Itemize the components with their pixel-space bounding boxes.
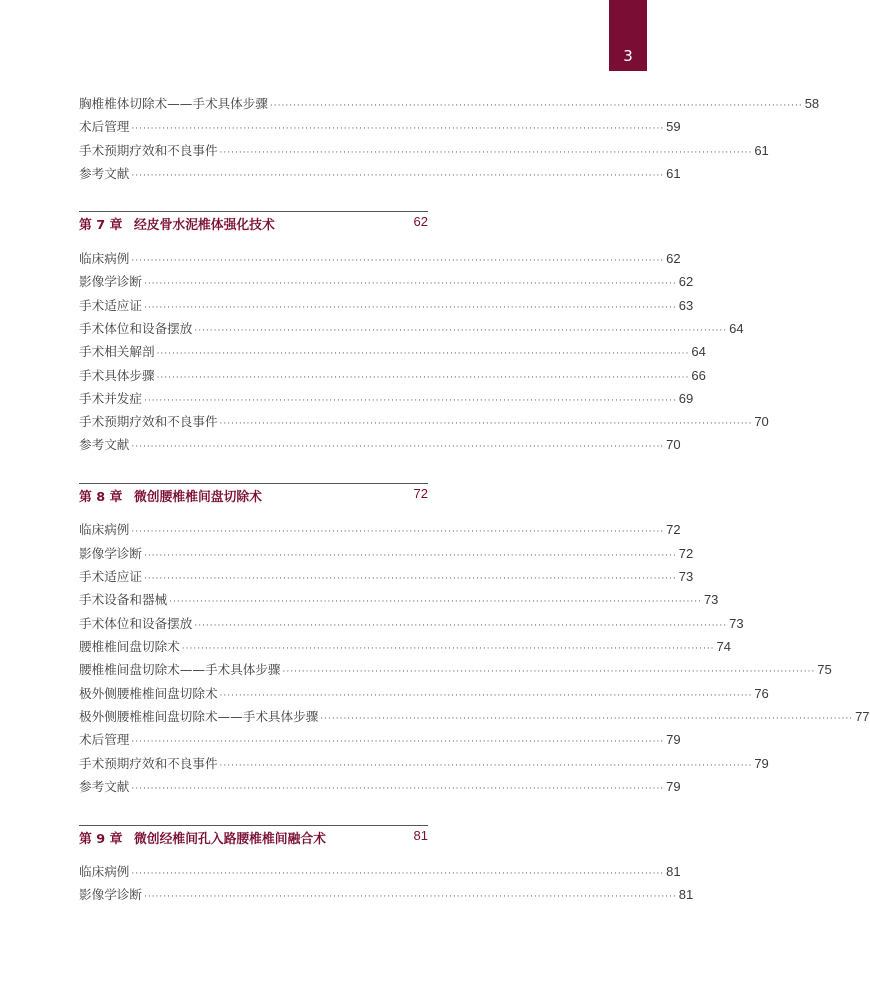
toc-entry-page: 58 bbox=[804, 96, 820, 111]
leader-dots: ·········································································································································· bbox=[143, 574, 677, 584]
toc-entry-page: 72 bbox=[678, 546, 694, 561]
toc-entry-title: 参考文献 bbox=[79, 166, 130, 181]
toc-entry[interactable] bbox=[79, 296, 694, 316]
leader-dots: ·········································································································································· bbox=[269, 101, 803, 111]
chapter-page: 81 bbox=[413, 828, 428, 843]
chapter-page: 72 bbox=[413, 486, 428, 501]
toc-entry-page: 76 bbox=[754, 686, 769, 701]
chapter-heading[interactable] bbox=[79, 211, 428, 236]
leader-dots: ·········································································································································· bbox=[219, 148, 753, 158]
toc-entry[interactable] bbox=[79, 684, 769, 704]
leader-dots: ·········································································································································· bbox=[131, 527, 665, 537]
toc-entry[interactable] bbox=[79, 777, 681, 797]
toc-entry-title: 参考文献 bbox=[79, 437, 130, 452]
toc-entry-page: 69 bbox=[678, 391, 694, 406]
leader-dots: ·········································································································································· bbox=[282, 667, 816, 677]
toc-entry[interactable] bbox=[79, 94, 820, 114]
toc-entry-title: 手术预期疗效和不良事件 bbox=[79, 143, 218, 158]
toc-entry-page: 74 bbox=[716, 639, 732, 654]
toc-entry-title: 胸椎椎体切除术——手术具体步骤 bbox=[79, 96, 268, 111]
chapter-heading[interactable] bbox=[79, 825, 428, 850]
toc-entry[interactable] bbox=[79, 660, 832, 680]
toc-entry-title: 影像学诊断 bbox=[79, 887, 142, 902]
leader-dots: ·········································································································································· bbox=[131, 442, 665, 452]
leader-dots: ·········································································································································· bbox=[219, 761, 753, 771]
toc-entry-page: 64 bbox=[691, 344, 706, 359]
leader-dots: ·········································································································································· bbox=[131, 124, 665, 134]
leader-dots: ·········································································································································· bbox=[169, 597, 702, 607]
toc-entry-title: 极外侧腰椎椎间盘切除术——手术具体步骤 bbox=[79, 709, 319, 724]
toc-entry-page: 72 bbox=[666, 522, 681, 537]
toc-entry[interactable] bbox=[79, 272, 694, 292]
leader-dots: ·········································································································································· bbox=[131, 737, 665, 747]
toc-entry-title: 手术具体步骤 bbox=[79, 368, 155, 383]
toc-entry-title: 临床病例 bbox=[79, 251, 130, 266]
toc-entry-page: 75 bbox=[817, 662, 832, 677]
toc-entry-title: 手术适应证 bbox=[79, 298, 142, 313]
toc-entry[interactable] bbox=[79, 862, 681, 882]
toc-entry[interactable] bbox=[79, 366, 706, 386]
toc-entry-page: 70 bbox=[754, 414, 769, 429]
toc-entry[interactable] bbox=[79, 141, 769, 161]
leader-dots: ·········································································································································· bbox=[143, 303, 677, 313]
toc-entry-title: 术后管理 bbox=[79, 732, 130, 747]
toc-entry[interactable] bbox=[79, 567, 694, 587]
toc-entry[interactable] bbox=[79, 319, 744, 339]
leader-dots: ·········································································································································· bbox=[194, 621, 728, 631]
chapter-title: 经皮骨水泥椎体强化技术 bbox=[134, 218, 275, 233]
toc-entry-title: 手术体位和设备摆放 bbox=[79, 616, 193, 631]
toc-entry-page: 79 bbox=[666, 779, 681, 794]
leader-dots: ·········································································································································· bbox=[219, 691, 753, 701]
toc-entry-title: 腰椎椎间盘切除术——手术具体步骤 bbox=[79, 662, 281, 677]
toc-entry-page: 63 bbox=[678, 298, 694, 313]
toc-entry[interactable] bbox=[79, 544, 694, 564]
toc-entry-title: 术后管理 bbox=[79, 119, 130, 134]
toc-entry[interactable] bbox=[79, 707, 870, 727]
toc-entry[interactable] bbox=[79, 520, 681, 540]
toc-entry-page: 61 bbox=[666, 166, 681, 181]
leader-dots: ·········································································································································· bbox=[194, 326, 728, 336]
toc-entry[interactable] bbox=[79, 590, 719, 610]
toc-entry[interactable] bbox=[79, 117, 681, 137]
toc-entry-page: 81 bbox=[678, 887, 694, 902]
chapter-number: 第 8 章 bbox=[79, 490, 123, 505]
toc-entry-page: 62 bbox=[666, 251, 681, 266]
leader-dots: ·········································································································································· bbox=[143, 551, 677, 561]
leader-dots: ·········································································································································· bbox=[131, 256, 665, 266]
toc-entry-page: 73 bbox=[678, 569, 694, 584]
toc-entry[interactable] bbox=[79, 754, 769, 774]
toc-entry-page: 73 bbox=[703, 592, 719, 607]
leader-dots: ·········································································································································· bbox=[131, 869, 665, 879]
toc-entry[interactable] bbox=[79, 389, 694, 409]
toc-entry-page: 79 bbox=[754, 756, 769, 771]
toc-entry-title: 极外侧腰椎椎间盘切除术 bbox=[79, 686, 218, 701]
toc-entry-page: 70 bbox=[666, 437, 681, 452]
leader-dots: ·········································································································································· bbox=[143, 396, 677, 406]
toc-entry-title: 腰椎椎间盘切除术 bbox=[79, 639, 180, 654]
toc-entry-title: 影像学诊断 bbox=[79, 274, 142, 289]
chapter-number: 第 7 章 bbox=[79, 218, 123, 233]
toc-entry-title: 参考文献 bbox=[79, 779, 130, 794]
toc-entry-title: 手术适应证 bbox=[79, 569, 142, 584]
toc-entry[interactable] bbox=[79, 164, 681, 184]
toc-entry-title: 手术预期疗效和不良事件 bbox=[79, 756, 218, 771]
chapter-heading[interactable] bbox=[79, 483, 428, 508]
page-number-tab: 3 bbox=[609, 0, 647, 71]
toc-entry[interactable] bbox=[79, 730, 681, 750]
toc-entry-page: 62 bbox=[678, 274, 694, 289]
toc-entry-title: 手术预期疗效和不良事件 bbox=[79, 414, 218, 429]
toc-entry-page: 59 bbox=[666, 119, 681, 134]
leader-dots: ·········································································································································· bbox=[143, 892, 677, 902]
toc-entry-title: 临床病例 bbox=[79, 522, 130, 537]
toc-entry-title: 手术设备和器械 bbox=[79, 592, 168, 607]
leader-dots: ·········································································································································· bbox=[156, 349, 690, 359]
leader-dots: ·········································································································································· bbox=[320, 714, 854, 724]
toc-entry-title: 手术并发症 bbox=[79, 391, 142, 406]
toc-entry-page: 77 bbox=[855, 709, 870, 724]
toc-entry[interactable] bbox=[79, 614, 744, 634]
leader-dots: ·········································································································································· bbox=[131, 171, 665, 181]
chapter-title: 微创经椎间孔入路腰椎椎间融合术 bbox=[134, 832, 326, 847]
leader-dots: ·········································································································································· bbox=[131, 784, 665, 794]
toc-entry-title: 手术相关解剖 bbox=[79, 344, 155, 359]
toc-entry[interactable] bbox=[79, 249, 681, 269]
leader-dots: ·········································································································································· bbox=[181, 644, 715, 654]
toc-entry-page: 61 bbox=[754, 143, 769, 158]
toc-entry-page: 73 bbox=[729, 616, 744, 631]
leader-dots: ·········································································································································· bbox=[143, 279, 677, 289]
toc-entry[interactable] bbox=[79, 342, 706, 362]
leader-dots: ·········································································································································· bbox=[219, 419, 753, 429]
chapter-number: 第 9 章 bbox=[79, 832, 123, 847]
toc-entry[interactable] bbox=[79, 412, 769, 432]
chapter-page: 62 bbox=[413, 214, 428, 229]
leader-dots: ·········································································································································· bbox=[156, 373, 690, 383]
toc-entry-title: 临床病例 bbox=[79, 864, 130, 879]
toc-entry[interactable] bbox=[79, 435, 681, 455]
toc-entry-title: 手术体位和设备摆放 bbox=[79, 321, 193, 336]
toc-entry[interactable] bbox=[79, 885, 694, 905]
toc-entry-page: 66 bbox=[691, 368, 706, 383]
toc-entry-title: 影像学诊断 bbox=[79, 546, 142, 561]
chapter-title: 微创腰椎椎间盘切除术 bbox=[134, 490, 262, 505]
toc-entry-page: 81 bbox=[666, 864, 681, 879]
toc-entry[interactable] bbox=[79, 637, 732, 657]
toc-entry-page: 64 bbox=[729, 321, 744, 336]
toc-entry-page: 79 bbox=[666, 732, 681, 747]
